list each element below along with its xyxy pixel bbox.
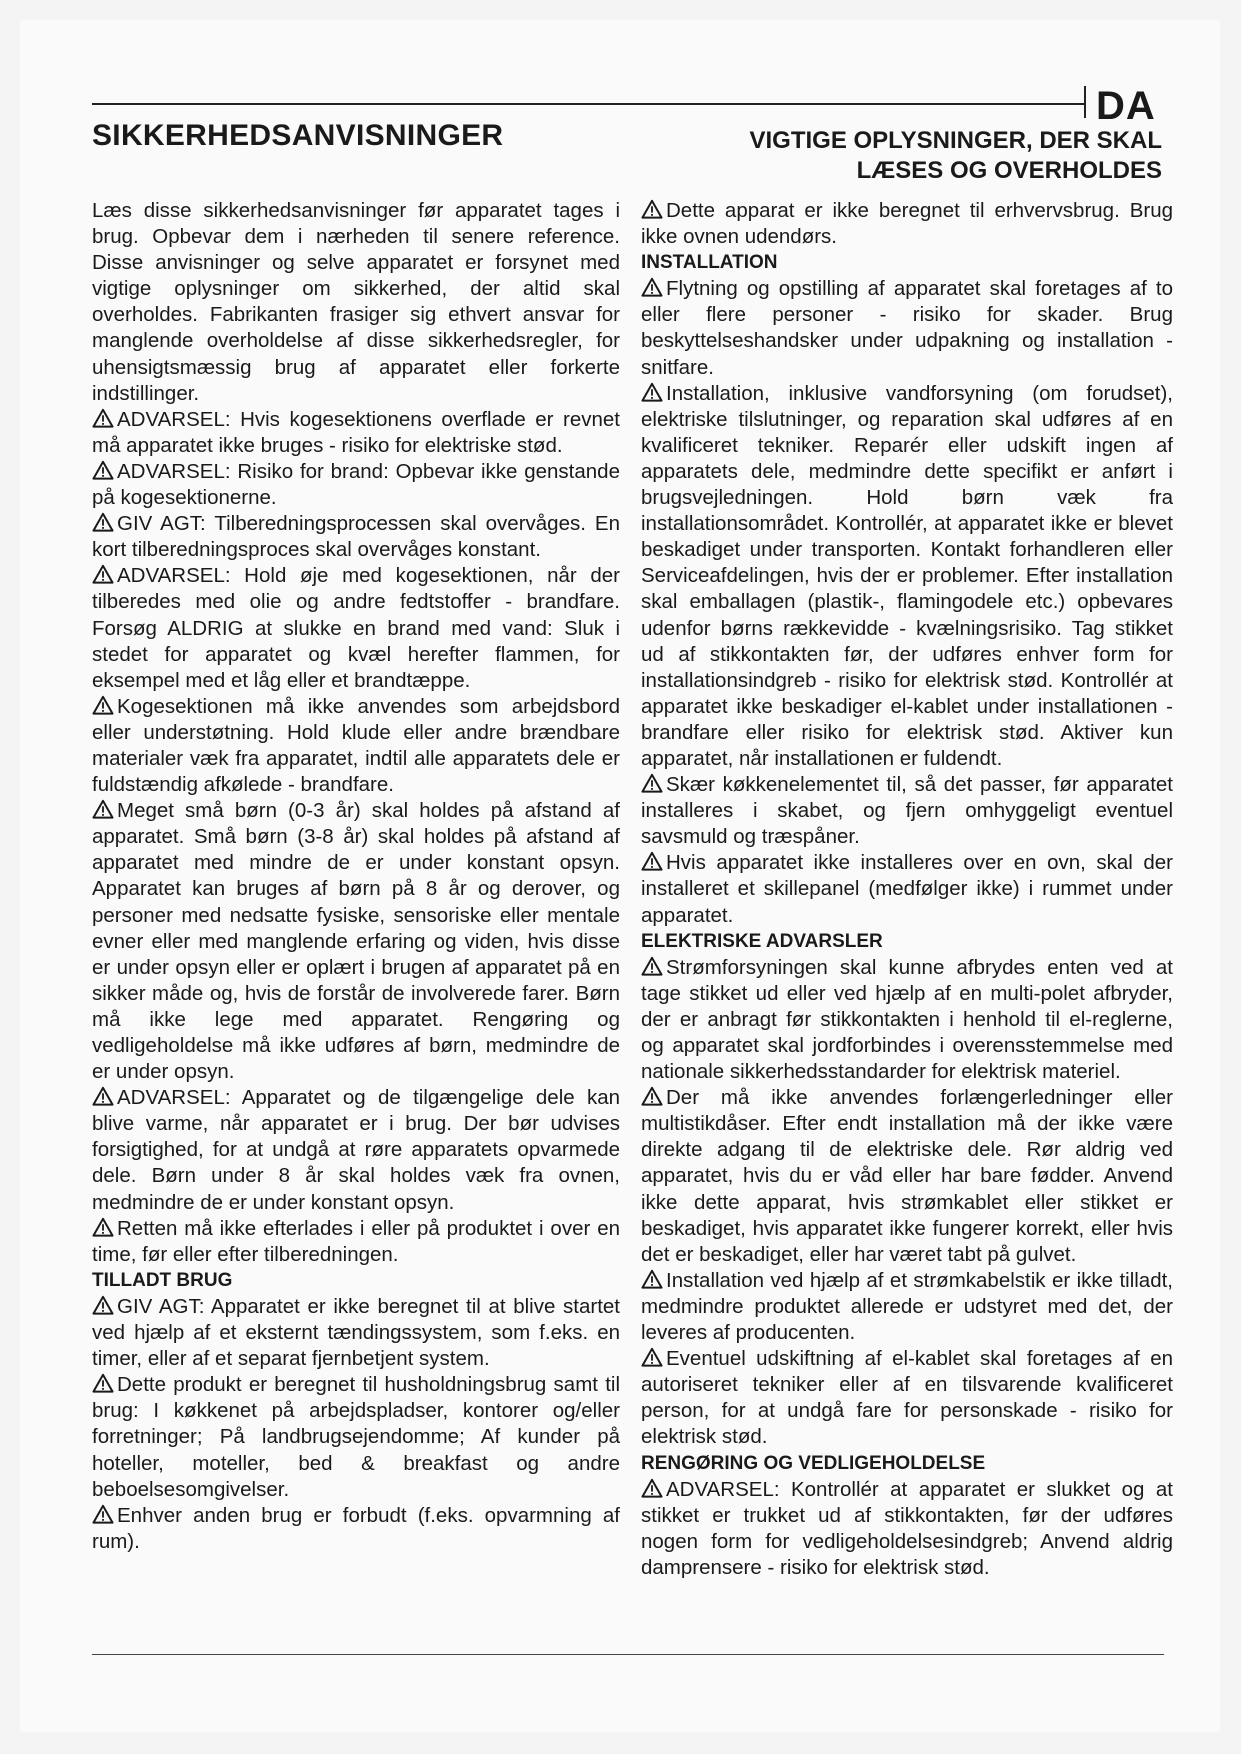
warning-icon <box>92 1086 114 1106</box>
warning-icon <box>92 695 114 715</box>
warning-paragraph <box>92 459 620 511</box>
warning-icon <box>641 1478 663 1498</box>
warning-icon <box>92 799 114 819</box>
warning-text: ADVARSEL: Kontrollér at apparatet er slukket og at stikket er trukket ud af stikkontakten, før der udføres nogen form for vedligeholdelsesindgreb; Anvend aldrig damprensere - risiko for elektrisk stød. <box>641 1477 1173 1579</box>
warning-paragraph <box>92 563 620 693</box>
warning-icon <box>641 773 663 793</box>
warning-text: ADVARSEL: Apparatet og de tilgængelige dele kan blive varme, når apparatet er i brug. Der bør udvises forsigtighed, for at undgå at røre apparatets opvarmede dele. Børn under 8 år skal holdes væk fra ovnen, medmindre de er under konstant opsyn. <box>92 1086 620 1214</box>
warning-icon <box>641 1086 663 1106</box>
warning-text: Skær køkkenelementet til, så det passer, før apparatet installeres i skabet, og fjern omhyggeligt eventuel savsmuld og træspåner. <box>641 773 1173 849</box>
intro-paragraph: Læs disse sikkerhedsanvisninger før apparatet tages i brug. Opbevar dem i nærheden til senere reference. Disse anvisninger og selve apparatet er forsynet med vigtige oplysninger om sikkerhed, der altid skal overholdes. Fabrikanten frasiger sig ethvert ansvar for manglende overholdelse af disse sikkerhedsregler, for uhensigtsmæssig brug af apparatet eller forkerte indstillinger. <box>92 199 620 405</box>
warning-icon <box>92 460 114 480</box>
warning-icon <box>641 199 663 219</box>
header-rule <box>92 103 1084 105</box>
warning-paragraph <box>641 1477 1173 1581</box>
warning-icon <box>92 408 114 428</box>
section-heading-installation: INSTALLATION <box>641 252 778 274</box>
warning-paragraph <box>92 798 620 1085</box>
right-column <box>641 198 1173 1581</box>
warning-icon <box>92 1217 114 1237</box>
warning-paragraph <box>641 772 1173 850</box>
warning-paragraph <box>641 198 1173 250</box>
section-heading-rengoring: RENGØRING OG VEDLIGEHOLDELSE <box>641 1452 986 1474</box>
warning-text: ADVARSEL: Hvis kogesektionens overflade er revnet må apparatet ikke bruges - risiko for elektriske stød. <box>92 407 620 457</box>
warning-text: Der må ikke anvendes forlængerledninger eller multistikdåser. Efter endt installation må der ikke være direkte adgang til de elektriske dele. Rør aldrig ved apparatet, hvis du er våd eller har bare fødder. Anvend ikke dette apparat, hvis strømkablet eller stikket er beskadiget, hvis apparatet ikke fungerer korrekt, eller hvis det er beskadiget, eller har været tabt på gulvet. <box>641 1086 1173 1266</box>
warning-paragraph <box>641 955 1173 1085</box>
warning-text: Kogesektionen må ikke anvendes som arbejdsbord eller understøtning. Hold klude eller andre brændbare materialer væk fra apparatet, indtil alle apparatets dele er fuldstændig afkølede - brandfare. <box>92 694 620 797</box>
page-subtitle <box>642 126 1162 186</box>
warning-text: Installation, inklusive vandforsyning (om forudset), elektriske tilslutninger, og reparation skal udføres af en kvalificeret tekniker. Reparér eller udskift ingen af apparatets dele, medmindre dette specifikt er anført i brugsvejledningen. Hold børn væk fra installationsområdet. Kontrollér, at apparatet ikke er blevet beskadiget under transporten. Kontakt forhandleren eller Serviceafdelingen, hvis der er problemer. Efter installation skal emballagen (plastik-, flamingodele etc.) opbevares udenfor børns rækkevidde - kvælningsrisiko. Tag stikket ud af stikkontakten før, der udføres enhver form for installationsindgreb - risiko for elektrisk stød. Kontrollér at apparatet ikke beskadiger el-kablet under installationen - brandfare eller risiko for elektrisk stød. Aktiver kun apparatet, når installationen er fuldendt. <box>641 381 1173 770</box>
warning-paragraph <box>92 1294 620 1372</box>
page-title: SIKKERHEDSANVISNINGER <box>92 119 504 152</box>
section-heading-elektriske-advarsler: ELEKTRISKE ADVARSLER <box>641 930 883 952</box>
warning-paragraph <box>92 1372 620 1502</box>
subtitle-line-1: VIGTIGE OPLYSNINGER, DER SKAL <box>749 127 1162 154</box>
warning-text: Enhver anden brug er forbudt (f.eks. opvarmning af rum). <box>92 1503 620 1553</box>
warning-paragraph <box>92 1085 620 1215</box>
warning-text: Meget små børn (0-3 år) skal holdes på afstand af apparatet. Små børn (3-8 år) skal holdes på afstand af apparatet med mindre de er under konstant opsyn. Apparatet kan bruges af børn på 8 år og derover, og personer med nedsatte fysiske, sensoriske eller mentale evner eller med manglende erfaring og viden, hvis disse er under opsyn eller er oplært i brugen af apparatet på en sikker måde og, hvis de forstår de involverede farer. Børn må ikke lege med apparatet. Rengøring og vedligeholdelse må ikke udføres af børn, medmindre de er under opsyn. <box>92 799 620 1084</box>
warning-paragraph <box>92 694 620 798</box>
warning-icon <box>92 1504 114 1524</box>
warning-icon <box>641 1269 663 1289</box>
warning-text: ADVARSEL: Risiko for brand: Opbevar ikke genstande på kogesektionerne. <box>92 459 620 510</box>
warning-text: Hvis apparatet ikke installeres over en ovn, skal der installeret et skillepanel (medfølger ikke) i rummet under apparatet. <box>641 851 1173 927</box>
warning-paragraph <box>641 381 1173 772</box>
warning-text: Dette apparat er ikke beregnet til erhvervsbrug. Brug ikke ovnen udendørs. <box>641 199 1173 249</box>
warning-paragraph <box>641 850 1173 928</box>
warning-paragraph <box>92 511 620 563</box>
warning-paragraph <box>641 1085 1173 1268</box>
warning-icon <box>641 956 663 976</box>
warning-paragraph <box>92 407 620 459</box>
subtitle-line-2: LÆSES OG OVERHOLDES <box>856 157 1162 184</box>
warning-paragraph <box>641 276 1173 380</box>
warning-icon <box>92 512 114 532</box>
warning-text: Installation ved hjælp af et strømkabelstik er ikke tilladt, medmindre produktet allerede er udstyret med det, der leveres af producenten. <box>641 1268 1173 1345</box>
language-code: DA <box>1096 84 1156 128</box>
warning-text: Flytning og opstilling af apparatet skal foretages af to eller flere personer - risiko for skader. Brug beskyttelseshandsker under udpakning og installation - snitfare. <box>641 277 1173 379</box>
warning-text: Dette produkt er beregnet til husholdningsbrug samt til brug: I køkkenet på arbejdspladser, kontorer og/eller forretninger; På landbrugsejendomme; Af kunder på hoteller, moteller, bed & breakfast og andre beboelsesomgivelser. <box>92 1373 620 1501</box>
warning-paragraph <box>92 1216 620 1268</box>
warning-icon <box>92 564 114 584</box>
warning-icon <box>641 851 663 871</box>
section-heading-tilladt-brug: TILLADT BRUG <box>92 1269 233 1291</box>
warning-icon <box>92 1373 114 1393</box>
warning-paragraph <box>92 1503 620 1555</box>
footer-rule <box>92 1654 1164 1655</box>
warning-icon <box>641 382 663 402</box>
warning-text: Retten må ikke efterlades i eller på produktet i over en time, før eller efter tilberedningen. <box>92 1216 620 1266</box>
warning-paragraph <box>641 1268 1173 1346</box>
warning-icon <box>641 277 663 297</box>
warning-icon <box>92 1295 114 1315</box>
warning-text: Strømforsyningen skal kunne afbrydes enten ved at tage stikket ud eller ved hjælp af en multi-polet afbryder, der er anbragt før stikkontakten i henhold til el-reglerne, og apparatet skal jordforbindes i overensstemmelse med nationale sikkerhedsstandarder for elektrisk materiel. <box>641 955 1173 1084</box>
warning-text: GIV AGT: Tilberedningsprocessen skal overvåges. En kort tilberedningsproces skal overvåges konstant. <box>92 512 620 562</box>
warning-text: GIV AGT: Apparatet er ikke beregnet til at blive startet ved hjælp af et eksternt tændingssystem, som f.eks. en timer, eller af et separat fjernbetjent system. <box>92 1294 620 1371</box>
warning-text: ADVARSEL: Hold øje med kogesektionen, når der tilberedes med olie og andre fedtstoffer - brandfare. Forsøg ALDRIG at slukke en brand med vand: Sluk i stedet for apparatet og kvæl herefter flammen, for eksempel med et låg eller et brandtæppe. <box>92 564 620 692</box>
header-tick <box>1084 86 1086 118</box>
warning-text: Eventuel udskiftning af el-kablet skal foretages af en autoriseret tekniker eller af en tilsvarende kvalificeret person, for at undgå fare for personskade - risiko for elektrisk stød. <box>641 1347 1173 1449</box>
left-column <box>92 198 620 1555</box>
warning-paragraph <box>641 1346 1173 1450</box>
warning-icon <box>641 1347 663 1367</box>
